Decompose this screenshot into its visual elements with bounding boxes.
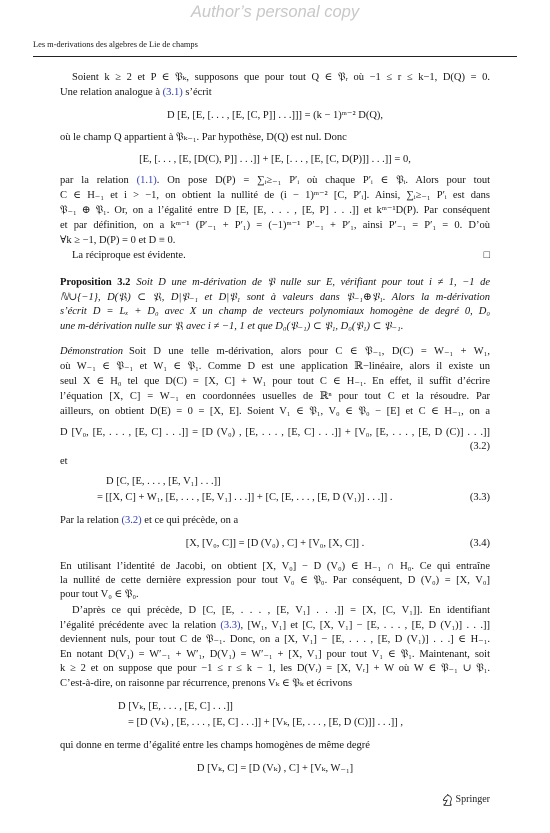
proof-line: En utilisant l’identité de Jacobi, on obtient [X, V₀] − D (V₀) ∈ H₋₁ ∩ H₀. Ce qui entraîne [60, 561, 490, 572]
body-text: et ce qui précède, on a [141, 515, 239, 526]
display-equation-3-3-line: D [C, [E, . . . , [E, V₁] . . .]] [106, 476, 221, 487]
publisher-logo [442, 793, 490, 807]
equation-number: (3.3) [469, 492, 490, 503]
publisher-name: Springer [455, 794, 490, 805]
proof-line: ailleurs, on obtient D(E) = 0 = [X, E]. Soient V₁ ∈ 𝔓₁, V₀ ∈ 𝔓₀ − [E] et C ∈ H₋₁, on a [60, 406, 490, 417]
running-head: Les m-derivations des algebres de Lie de champs [33, 40, 198, 49]
proof-line [60, 344, 490, 359]
proof-line: D’après ce qui précède, D [C, [E, . . . , [E, V₁] . . .]] = [X, [C, V₁]]. En identifiant [72, 605, 490, 616]
body-line [60, 513, 490, 528]
proof-line: deviennent nuls, pour tout C de 𝔓₋₁. Donc, on a [X, V₁] − [E, . . . , [E, D (V₁)] . . .] ∈ H₋₁. [60, 634, 490, 645]
equation-reference-link[interactable]: (3.2) [121, 515, 142, 526]
proposition-label: Proposition 3.2 [60, 277, 131, 288]
equation-reference-link[interactable]: (1.1) [136, 175, 157, 186]
equation-number: (3.4) [469, 538, 490, 549]
display-equation-3-4: [X, [V₀, C]] = [D (V₀) , C] + [V₀, [X, C]] . [185, 538, 365, 549]
body-text: , [W₁, V₁] et [C, [X, V₁] − [E, . . . , [E, D (V₁)] . . .]] [240, 620, 490, 631]
body-line: 𝔓₋₁ ⊕ 𝔓₁. Or, on a l’égalité entre D [E, [E, . . . , [E, P] . . .]] et kᵐ⁻¹D(P). Par conséquent [60, 205, 490, 216]
display-equation-3-2: D [V₀, [E, . . . , [E, C] . . .]] = [D (V₀) , [E, . . . , [E, C] . . .]] + [V₀, [E, . . . , [E, D (C)] . . .]] [60, 427, 490, 438]
body-text: . On pose D(P) = ∑ᵢ≥₋₁ P′ᵢ où chaque P′ᵢ ∈ 𝔓ᵢ. Alors pour tout [156, 175, 490, 186]
body-line: où le champ Q appartient à 𝔓ₖ₋₁. Par hypothèse, D(Q) est nul. Donc [60, 132, 347, 143]
proposition-text: Soit D une m-dérivation de 𝔓 nulle sur E, vérifiant pour tout i ≠ 1, −1 de [136, 277, 490, 288]
display-equation-line: = [D (Vₖ) , [E, . . . , [E, C] . . .]] + [Vₖ, [E, . . . , [E, D (C)]] . . .]] , [128, 717, 403, 728]
proof-line: l’équation [X, C] = W₋₁ en coordonnées usuelles de ℝⁿ pour tout C et la résoudre. Par [60, 391, 490, 402]
body-text: Par la relation [60, 515, 122, 526]
proof-line: En notant D(V₁) = W′₋₁ + W′₁, D(V₁) = W′₋₁ + [X, V₁] pour tout V₁ ∈ 𝔓₁. Maintenant, soit [60, 649, 490, 660]
body-text: l’égalité précédente avec la relation [60, 620, 221, 631]
body-text: Une relation analogue à [60, 87, 163, 98]
body-line: C ∈ H₋₁ et i > −1, on obtient la nullité de (i − 1)ᵐ⁻² [C, P′ᵢ]. Ainsi, ∑ᵢ≥₋₁ P′ᵢ est dans [60, 190, 490, 201]
proof-text: Soit D une telle m-dérivation, alors pour C ∈ 𝔓₋₁, D(C) = W₋₁ + W₁, [129, 346, 490, 357]
proof-line: la nullité de cette dernière expression pour tout V₀ ∈ 𝔓₀. Par conséquent, D (V₀) = [X, V₀] [60, 575, 490, 586]
proof-line: où W₋₁ ∈ 𝔓₋₁ et W₁ ∈ 𝔓₁. Comme D est une application ℝ−linéaire, alors il existe un [60, 361, 490, 372]
display-equation-line: D [Vₖ, [E, . . . , [E, C] . . .]] [118, 701, 233, 712]
springer-knight-icon [442, 794, 453, 806]
display-equation: D [E, [E, [. . . , [E, [C, P]] . . .]]] = (k − 1)ᵐ⁻² D(Q), [166, 110, 384, 121]
proposition-line: s’écrit D = Lₓ + D₀ avec X un champ de vecteurs polynomiaux homogène de degré 0, D₀ [60, 306, 490, 317]
body-text: s’écrit [182, 87, 212, 98]
display-equation-3-3-line: = [[X, C] + W₁, [E, . . . , [E, V₁] . . .]] + [C, [E, . . . , [E, D (V₁)] . . .]] . [97, 492, 393, 503]
display-equation: [E, [. . . , [E, [D(C), P]] . . .]] + [E, [. . . , [E, [C, D(P)]] . . .]] = 0, [139, 154, 411, 165]
body-line: La réciproque est évidente. [72, 250, 186, 261]
body-line [60, 85, 490, 100]
equation-reference-link[interactable]: (3.1) [162, 87, 183, 98]
proof-line [60, 618, 490, 633]
display-equation: D [Vₖ, C] = [D (Vₖ) , C] + [Vₖ, W₋₁] [196, 763, 354, 774]
equation-reference-link[interactable]: (3.3) [220, 620, 241, 631]
body-text: par la relation [60, 175, 137, 186]
body-line: ∀k ≥ −1, D(P) = 0 et D ≡ 0. [60, 235, 176, 246]
body-line: Soient k ≥ 2 et P ∈ 𝔓ₖ, supposons que pour tout Q ∈ 𝔓ᵣ où −1 ≤ r ≤ k−1, D(Q) = 0. [72, 72, 490, 83]
proof-line: k ≥ 2 et on suppose que pour −1 ≤ r ≤ k − 1, les D(Vᵣ) = [X, Vᵣ] + W où W ∈ 𝔓₋₁ ∪ 𝔓₁. [60, 663, 490, 674]
body-line: et par définition, on a kᵐ⁻¹ (P′₋₁ + P′₁) = (−1)ᵐ⁻¹ P′₋₁ + P′₁, ainsi P′₋₁ = P′₁ = 0. D’où [60, 220, 490, 231]
proof-line: pour tout V₀ ∈ 𝔓₀. [60, 589, 139, 600]
proof-line: C’est-à-dire, on raisonne par récurrence, prenons Vₖ ∈ 𝔓ₖ et écrivons [60, 678, 353, 689]
qed-symbol: □ [483, 250, 490, 261]
proof-line: seul X ∈ H₀ tel que D(C) = [X, C] + W₁ pour tout C ∈ H₋₁. En effet, il suffit d’écrire [60, 376, 490, 387]
proposition-line: une m-dérivation nulle sur 𝔓ᵢ avec i ≠ −1, 1 et que D₀(𝔓₋₁) ⊂ 𝔓₁, D₀(𝔓₁) ⊂ 𝔓₋₁. [60, 321, 404, 332]
watermark: Author’s personal copy [190, 3, 360, 21]
proposition-line: ℕ∪{−1}, D(𝔓ᵢ) ⊂ 𝔓ᵢ, D|𝔓₋₁ et D|𝔓₁ sont à valeurs dans 𝔓₋₁⊕𝔓₁. Alors la m-dérivation [60, 292, 490, 303]
proof-label: Démonstration [60, 346, 123, 357]
body-line: qui donne en terme d’égalité entre les champs homogènes de même degré [60, 740, 370, 751]
body-line [60, 173, 490, 188]
header-rule [33, 56, 517, 57]
equation-number: (3.2) [469, 441, 490, 452]
body-line: et [60, 456, 68, 467]
proposition-line [60, 275, 490, 290]
